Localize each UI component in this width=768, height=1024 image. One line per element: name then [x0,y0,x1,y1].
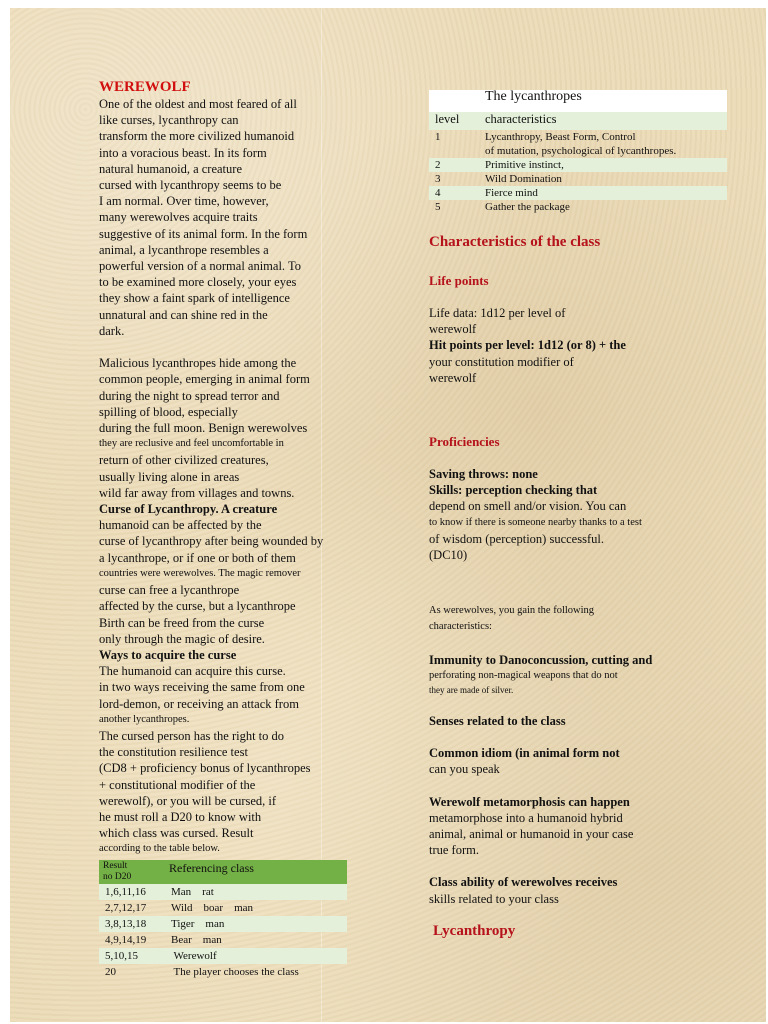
text-line: Curse of Lycanthropy. A creature [99,502,278,517]
class-cell: The player chooses the class [171,965,299,978]
text-line: metamorphose into a humanoid hybrid [429,810,623,825]
characteristics-cell [479,200,727,214]
table-row [429,186,727,200]
proficiencies-text [429,466,729,563]
table-row [99,932,347,948]
page-title: WEREWOLF [99,79,191,95]
characteristics-cell [479,172,727,186]
text-line: true form. [429,843,479,858]
result-cell: 5,10,15 [99,948,165,964]
text-line: lord-demon, or receiving an attack from [99,696,299,711]
text-line: he must roll a D20 to know with [99,809,262,824]
text-line: during the full moon. Benign werewolves [99,421,308,436]
text-line: As werewolves, you gain the following [429,605,595,617]
class-cell: Wild boar man [171,901,254,914]
text-line: curse of lycanthropy after being wounded by [99,534,324,549]
text-line: a lycanthrope, or if one or both of them [99,550,296,565]
immunity-text [429,652,729,697]
text-line: The humanoid can acquire this curse. [99,664,286,679]
text-line: + constitutional modifier of the [99,777,256,792]
table-row [99,916,347,932]
text-line: depend on smell and/or vision. You can [429,499,627,514]
class-cell: Werewolf [165,948,347,964]
parchment-page [10,8,766,1022]
text-line: affected by the curse, but a lycanthrope [99,599,296,614]
left-column [99,78,359,980]
text-line: werewolf [429,370,477,385]
text-line: common people, emerging in animal form [99,372,310,387]
text-line: they are reclusive and feel uncomfortable in [99,438,284,450]
text-line: according to the table below. [99,843,220,855]
text-line: during the night to spread terror and [99,388,280,403]
text-line: they are made of silver. [429,685,514,696]
text-line: skills related to your class [429,891,559,906]
table-row [99,948,347,964]
text-line: I am normal. Over time, however, [99,194,269,209]
result-table [99,860,347,980]
text-line [99,339,359,355]
intro-text [99,96,359,858]
text-line: like curses, lycanthropy can [99,113,239,128]
text-line: natural humanoid, a creature [99,161,242,176]
text-line: countries were werewolves. The magic remover [99,567,301,579]
text-line: Birth can be freed from the curse [99,615,265,630]
characteristics-line: of mutation, psychological of lycanthropes. [485,145,677,157]
text-line: to be examined more closely, your eyes [99,275,297,290]
proficiencies-heading: Proficiencies [429,434,500,450]
table-row [429,172,727,186]
level-header: level [429,112,479,130]
text-line: Saving throws: none [429,467,538,482]
table-row [429,130,727,158]
metamorphosis-text [429,794,729,859]
text-line: One of the oldest and most feared of all [99,97,297,111]
text-line: another lycanthropes. [99,713,190,725]
text-line: the constitution resilience test [99,745,248,760]
result-cell: 3,8,13,18 [99,916,165,932]
text-line: powerful version of a normal animal. To [99,259,301,274]
text-line: only through the magic of desire. [99,631,265,646]
text-line: werewolf), or you will be cursed, if [99,793,277,808]
text-line: your constitution modifier of [429,354,574,369]
text-line: curse can free a lycanthrope [99,583,240,598]
text-line: return of other civilized creatures, [99,453,269,468]
text-line: Hit points per level: 1d12 (or 8) + the [429,338,626,353]
text-line: of wisdom (perception) successful. [429,531,604,546]
result-cell: 2,7,12,17 [105,901,147,914]
text-line: unnatural and can shine red in the [99,307,268,322]
characteristics-header: characteristics [479,112,727,130]
text-line: transform the more civilized humanoid [99,129,295,144]
result-cell: 20 [105,965,116,978]
text-line: into a voracious beast. In its form [99,145,267,160]
table-row [99,884,347,900]
text-line: (CD8 + proficiency bonus of lycanthropes [99,761,311,776]
level-cell: 1 [435,131,441,143]
text-line: they show a faint spark of intelligence [99,291,290,306]
table-row [99,900,347,916]
lycanthropes-table [429,90,727,214]
table-row [429,158,727,172]
text-line: animal, a lycanthrope resembles a [99,242,269,257]
gained-characteristics-intro [429,603,729,635]
text-line: to know if there is someone nearby thanks to a test [429,516,642,528]
class-ability-text [429,874,729,906]
text-line: Ways to acquire the curse [99,647,237,662]
text-line: wild far away from villages and towns. [99,485,295,500]
text-line: cursed with lycanthropy seems to be [99,178,282,193]
text-line: humanoid can be affected by the [99,518,262,533]
class-characteristics-heading: Characteristics of the class [429,234,601,250]
text-line: usually living alone in areas [99,469,240,484]
class-column-header: Referencing class [165,860,347,884]
text-line: Class ability of werewolves receives [429,875,618,890]
text-line: Immunity to Danoconcussion, cutting and [429,652,653,667]
characteristics-cell [479,186,727,200]
text-line: in two ways receiving the same from one [99,680,305,695]
life-points-text [429,305,729,386]
text-line: suggestive of its animal form. In the form [99,226,308,241]
level-cell: 2 [429,158,479,172]
characteristics-line: Wild Domination [485,173,562,185]
lycanthropy-heading: Lycanthropy [433,922,516,939]
result-column-header: Result no D20 [99,860,165,884]
text-line: can you speak [429,762,500,777]
life-points-heading: Life points [429,273,489,288]
lycanthropes-table-title: The lycanthropes [429,90,727,112]
characteristics-cell [479,130,727,158]
text-line: animal, animal or humanoid in your case [429,827,634,842]
level-cell: 3 [435,173,441,185]
result-cell: 4,9,14,19 [105,933,147,946]
idiom-text [429,745,729,777]
characteristics-line: Lycanthropy, Beast Form, Control [485,131,636,143]
text-line: which class was cursed. Result [99,826,254,841]
text-line: Life data: 1d12 per level of [429,306,566,320]
right-column [429,90,729,940]
level-cell: 5 [435,201,441,213]
class-cell: Bear man [171,933,222,946]
characteristics-cell [479,158,727,172]
text-line: Common idiom (in animal form not [429,746,620,761]
text-line: (DC10) [429,548,468,563]
characteristics-line: Primitive instinct, [485,159,564,171]
characteristics-line: Gather the package [485,201,570,213]
text-line: Skills: perception checking that [429,483,598,498]
class-cell: Man rat [165,884,347,900]
level-cell: 4 [429,186,479,200]
senses-heading: Senses related to the class [429,714,566,729]
text-line: perforating non-magical weapons that do not [429,669,618,681]
characteristics-line: Fierce mind [485,187,538,199]
text-line: dark. [99,323,125,338]
text-line: werewolf [429,322,477,337]
table-row [429,200,727,214]
text-line: Werewolf metamorphosis can happen [429,794,630,809]
text-line: characteristics: [429,621,492,633]
class-cell: Tiger man [165,916,347,932]
table-row [99,964,347,980]
text-line: spilling of blood, especially [99,404,238,419]
text-line: many werewolves acquire traits [99,210,258,225]
result-cell: 1,6,11,16 [99,884,165,900]
text-line: The cursed person has the right to do [99,728,285,743]
text-line: Malicious lycanthropes hide among the [99,356,297,371]
